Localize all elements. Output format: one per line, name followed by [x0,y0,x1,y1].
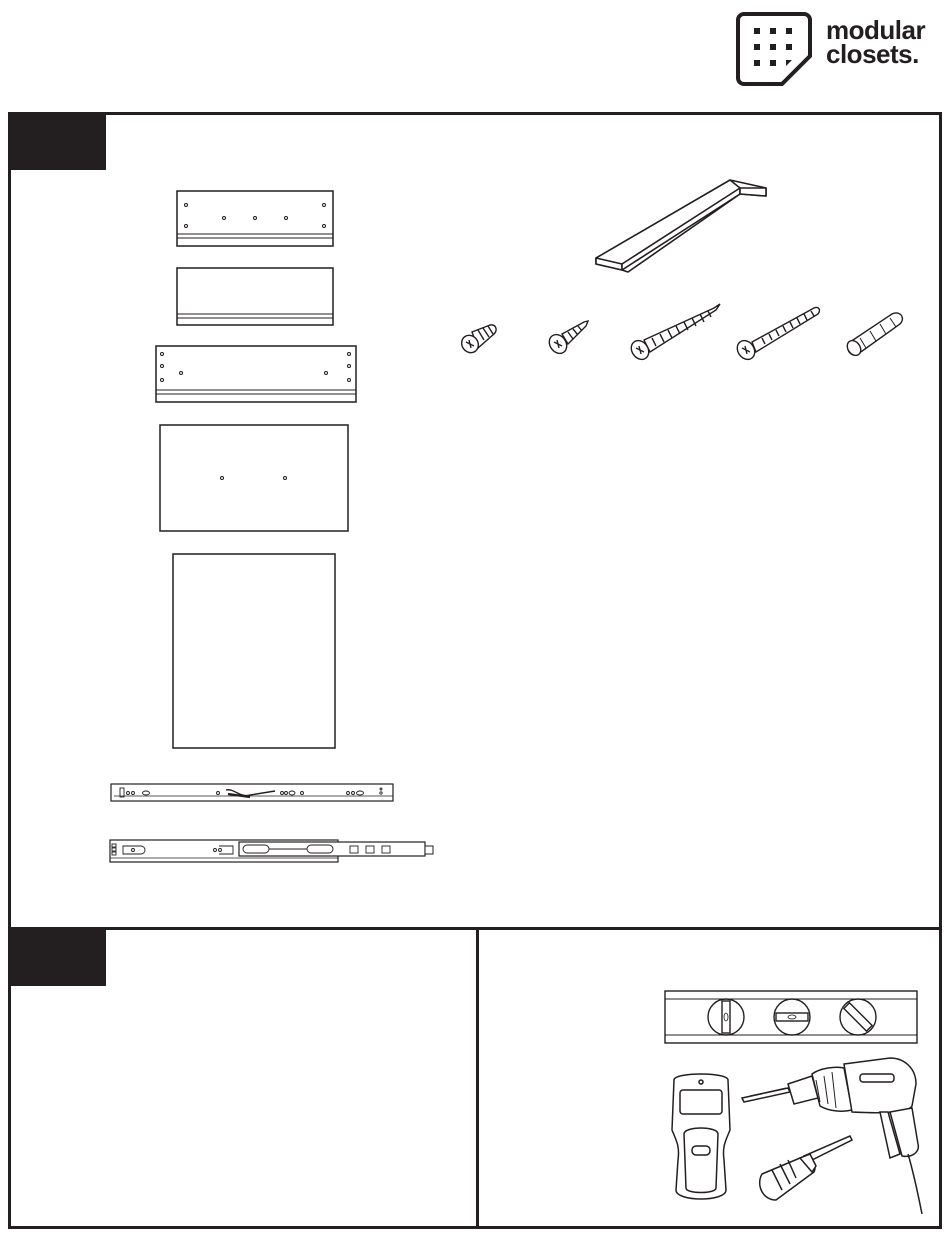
hardware-section-tab [10,930,106,986]
brand-line-1: modular [826,15,926,45]
drawer-front-panel [176,267,336,327]
bar-handle-icon [590,172,776,278]
drawer-side-panel [155,345,359,405]
drawer-back-panel [176,190,336,248]
brand-logo-mark [736,12,812,86]
long-wood-screw-icon [628,302,722,364]
spirit-level-icon [664,990,920,1046]
brand-dot: . [912,39,919,69]
drawer-slide-closed-icon [110,782,396,804]
parts-section [8,112,942,930]
machine-screw-icon [734,302,822,364]
stud-finder-icon [666,1070,736,1206]
short-wood-screw-icon [546,318,590,358]
brand-line-2: closets. [826,39,919,69]
wall-anchor-icon [842,308,910,362]
brand-logo-text [826,15,926,69]
euro-screw-icon [458,322,500,356]
drawer-bottom-panel [159,424,351,534]
parts-section-tab [10,114,106,170]
screwdriver-icon [752,1134,856,1206]
drawer-slide-extended-icon [109,838,435,866]
drawer-face-panel [172,553,338,751]
